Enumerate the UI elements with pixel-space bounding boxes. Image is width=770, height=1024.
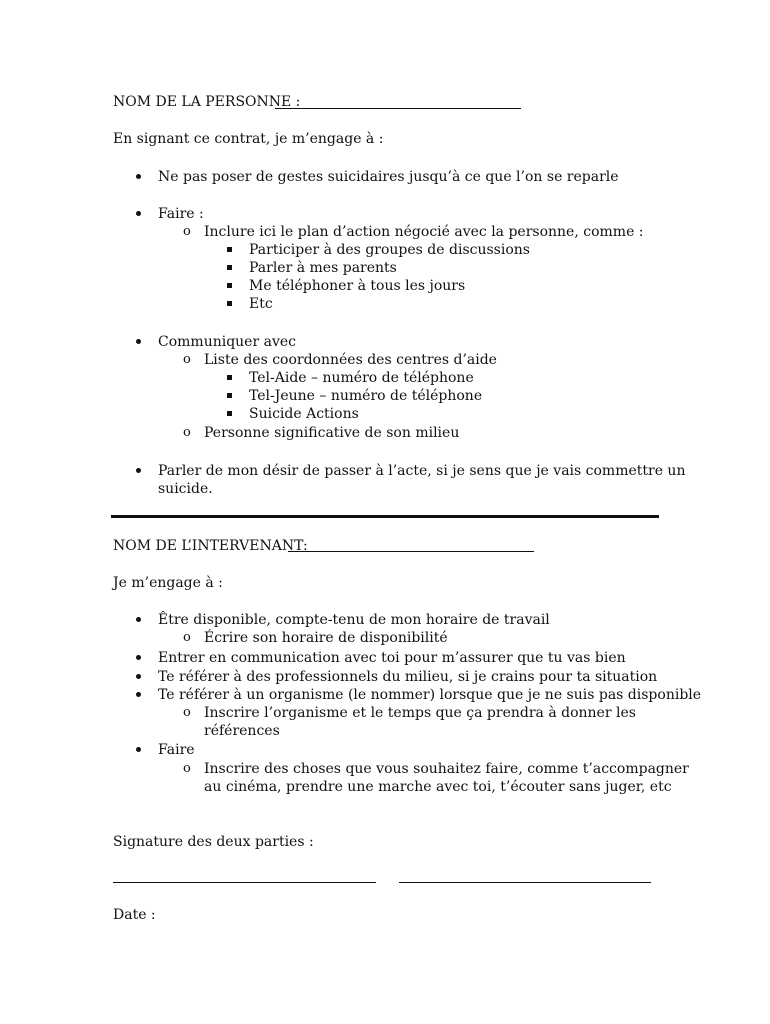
bullet-icon — [136, 339, 141, 344]
bullet-icon — [136, 692, 141, 697]
worker-commitment-4-sub: Inscrire l’organisme et le temps que ça prendra à donner les — [204, 705, 636, 721]
person-intro: En signant ce contrat, je m’engage à : — [113, 131, 384, 147]
list-item: Participer à des groupes de discussions — [249, 242, 530, 258]
list-item: Etc — [249, 296, 273, 312]
circle-bullet-icon: o — [183, 224, 191, 239]
date-label: Date : — [113, 907, 156, 923]
worker-name-line[interactable] — [288, 551, 534, 552]
worker-commitment-5-sub: Inscrire des choses que vous souhaitez faire, comme t’accompagner — [204, 761, 689, 777]
list-item: Me téléphoner à tous les jours — [249, 278, 466, 294]
circle-bullet-icon: o — [183, 352, 191, 367]
person-name-line[interactable] — [275, 108, 521, 109]
circle-bullet-icon: o — [183, 630, 191, 645]
bullet-icon — [136, 174, 141, 179]
worker-name-label: NOM DE L’INTERVENANT: — [113, 538, 308, 554]
bullet-icon — [136, 747, 141, 752]
person-commitment-1: Ne pas poser de gestes suicidaires jusqu’à ce que l’on se reparle — [158, 169, 619, 185]
worker-commitment-4: Te référer à un organisme (le nommer) lorsque que je ne suis pas disponible — [158, 687, 702, 703]
bullet-icon — [136, 655, 141, 660]
worker-commitment-3: Te référer à des professionnels du milieu, si je crains pour ta situation — [158, 669, 658, 685]
person-commitment-4-cont: suicide. — [158, 481, 213, 497]
circle-bullet-icon: o — [183, 761, 191, 776]
person-commitment-2: Faire : — [158, 206, 204, 222]
worker-commitment-1-sub: Écrire son horaire de disponibilité — [204, 630, 448, 646]
list-item: Parler à mes parents — [249, 260, 397, 276]
circle-bullet-icon: o — [183, 705, 191, 720]
square-bullet-icon — [227, 247, 232, 252]
person-commitment-4: Parler de mon désir de passer à l’acte, si je sens que je vais commettre un — [158, 463, 686, 479]
square-bullet-icon — [227, 393, 232, 398]
person-commitment-2-sub: Inclure ici le plan d’action négocié avec la personne, comme : — [204, 224, 644, 240]
signature-label: Signature des deux parties : — [113, 834, 314, 850]
list-item: Tel-Jeune – numéro de téléphone — [249, 388, 483, 404]
square-bullet-icon — [227, 411, 232, 416]
square-bullet-icon — [227, 283, 232, 288]
worker-commitment-1: Être disponible, compte-tenu de mon horaire de travail — [158, 612, 550, 628]
signature-line-left[interactable] — [113, 882, 376, 883]
signature-line-right[interactable] — [399, 882, 651, 883]
worker-commitment-5-sub-cont: au cinéma, prendre une marche avec toi, t’écouter sans juger, etc — [204, 779, 672, 795]
bullet-icon — [136, 674, 141, 679]
section-divider — [111, 515, 659, 518]
bullet-icon — [136, 211, 141, 216]
worker-intro: Je m’engage à : — [113, 575, 223, 591]
person-commitment-3-sub2: Personne significative de son milieu — [204, 425, 460, 441]
square-bullet-icon — [227, 375, 232, 380]
person-commitment-3-sub1: Liste des coordonnées des centres d’aide — [204, 352, 497, 368]
worker-commitment-4-sub-cont: références — [204, 723, 280, 739]
bullet-icon — [136, 617, 141, 622]
square-bullet-icon — [227, 265, 232, 270]
person-commitment-3: Communiquer avec — [158, 334, 296, 350]
bullet-icon — [136, 468, 141, 473]
list-item: Suicide Actions — [249, 406, 359, 422]
circle-bullet-icon: o — [183, 425, 191, 440]
square-bullet-icon — [227, 301, 232, 306]
worker-commitment-5: Faire — [158, 742, 195, 758]
list-item: Tel-Aide – numéro de téléphone — [249, 370, 474, 386]
worker-commitment-2: Entrer en communication avec toi pour m’assurer que tu vas bien — [158, 650, 626, 666]
person-name-label: NOM DE LA PERSONNE : — [113, 94, 301, 110]
